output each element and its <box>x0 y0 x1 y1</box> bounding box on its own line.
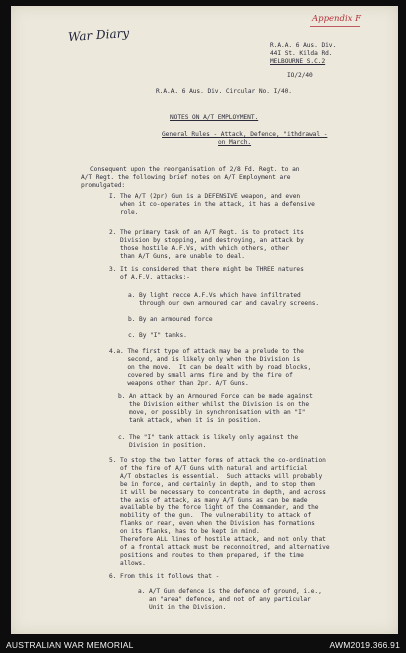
paragraph-p3a-line-2: through our own armoured car and cavalry screens. <box>128 299 320 307</box>
paragraph-p5-line-4: be in force, and certainly in depth, and to stop them <box>109 480 315 488</box>
footer-accession-number: AWM2019.366.91 <box>329 640 400 650</box>
document-subtitle-1: General Rules - Attack, Defence, "ithdrawal - <box>162 131 328 138</box>
paragraph-p4c-line-2: Division in position. <box>118 441 207 449</box>
handwritten-war-diary: War Diary <box>67 25 130 45</box>
paragraph-p2-line-1: 2. The primary task of an A/T Regt. is to protect its <box>109 229 304 236</box>
paragraph-p5-line-10: on its flanks, has to be kept in mind. <box>109 528 260 536</box>
circular-number: R.A.A. 6 Aus. Div. Circular No. I/40. <box>156 88 292 95</box>
paragraph-p4c-line-1: c. The "I" tank attack is likely only against the <box>118 434 299 441</box>
document-date: IO/2/40 <box>287 72 313 79</box>
paragraph-p5-line-5: it will be necessary to concentrate in depth, and across <box>109 488 326 496</box>
paragraph-p5-line-11: Therefore ALL lines of hostile attack, and not only that <box>109 536 326 543</box>
paragraph-p6a-line-3: Unit in the Division. <box>138 603 227 611</box>
paragraph-p5-line-8: mobility of the gun. The vulnerability to attack of <box>109 512 312 520</box>
paragraph-p5-line-6: the axis of attack, as many A/T Guns as can be made <box>109 496 308 504</box>
paragraph-p5-line-12: of a frontal attack must be reconnoitred, and alternative <box>109 543 330 551</box>
paragraph-p4a-line-3: on the move. It can be dealt with by road blocks, <box>109 363 312 371</box>
paragraph-p2-line-2: Division by stopping, and destroying, an attack by <box>109 236 304 244</box>
paragraph-p5-line-1: 5. To stop the two latter forms of attack the co-ordination <box>109 457 326 464</box>
appendix-underline <box>310 26 360 27</box>
paragraph-p1-line-3: role. <box>109 208 139 216</box>
paragraph-p5-line-9: flanks or rear, even when the Division has formations <box>109 520 315 528</box>
document-title: NOTES ON A/T EMPLOYMENT. <box>170 114 259 121</box>
document-subtitle-2: on March. <box>218 139 252 146</box>
paragraph-p1-line-1: I. The A/T (2pr) Gun is a DEFENSIVE weapon, and even <box>109 193 301 200</box>
paragraph-p6a-line-1: a. A/T Gun defence is the defence of ground, i.e., <box>138 588 322 595</box>
paragraph-p3c-line-1: c. By "I" tanks. <box>128 332 187 339</box>
paragraph-p3a-line-1: a. By light recce A.F.Vs which have infiltrated <box>128 292 301 299</box>
footer-institution: AUSTRALIAN WAR MEMORIAL <box>6 640 134 650</box>
address-line-3: MELBOURNE S.C.2 <box>270 58 326 65</box>
paragraph-p5-line-7: available by the force light of the Commander, and the <box>109 504 319 512</box>
intro-line-3: promulgated: <box>81 182 126 189</box>
paragraph-p5-line-13: positions and routes to them prepared, if the time <box>109 551 304 559</box>
paragraph-p3-line-1: 3. It is considered that there might be THREE natures <box>109 266 304 273</box>
paragraph-p1-line-2: when it co-operates in the attack, it has a defensive <box>109 200 315 208</box>
paragraph-p4b-line-4: tank attack, when it is in position. <box>118 416 262 424</box>
paragraph-p3-line-2: of A.F.V. attacks:- <box>109 273 190 281</box>
paragraph-p2-line-3: those hostile A.F.Vs, with which others, other <box>109 244 290 252</box>
paragraph-p5-line-2: of the fire of A/T Guns with natural and artificial <box>109 464 308 472</box>
paragraph-p5-line-3: A/T obstacles is essential. Such attacks will probably <box>109 472 323 480</box>
paragraph-p4a-line-5: weapons other than 2pr. A/T Guns. <box>109 379 249 387</box>
paragraph-p2-line-4: than A/T Guns, are unable to deal. <box>109 252 245 260</box>
paragraph-p3b-line-1: b. By an armoured force <box>128 316 213 323</box>
paragraph-p6a-line-2: an "area" defence, and not of any particular <box>138 595 311 603</box>
paragraph-p4a-line-2: second, and is likely only when the Division is <box>109 355 301 363</box>
handwritten-appendix: Appendix F <box>312 14 362 24</box>
paragraph-p6-line-1: 6. From this it follows that - <box>109 573 220 580</box>
paragraph-p4a-line-4: covered by small arms fire and by the fire of <box>109 371 293 379</box>
paragraph-p4b-line-3: move, or possibly in synchronisation with an "I" <box>118 408 306 416</box>
paragraph-p4b-line-2: the Division either whilst the Division is on the <box>118 400 310 408</box>
paragraph-p5-line-14: allows. <box>109 559 146 567</box>
address-line-2: 44I St. Kilda Rd. <box>270 50 333 57</box>
intro-line-2: A/T Regt. the following brief notes on A/T Employment are <box>81 174 291 181</box>
address-line-1: R.A.A. 6 Aus. Div. <box>270 42 337 49</box>
paragraph-p4a-line-1: 4.a. The first type of attack may be a prelude to the <box>109 348 304 355</box>
intro-line-1: Consequent upon the reorganisation of 2/8 Fd. Regt. to an <box>90 166 300 173</box>
paragraph-p4b-line-1: b. An attack by an Armoured Force can be made against <box>118 393 313 400</box>
